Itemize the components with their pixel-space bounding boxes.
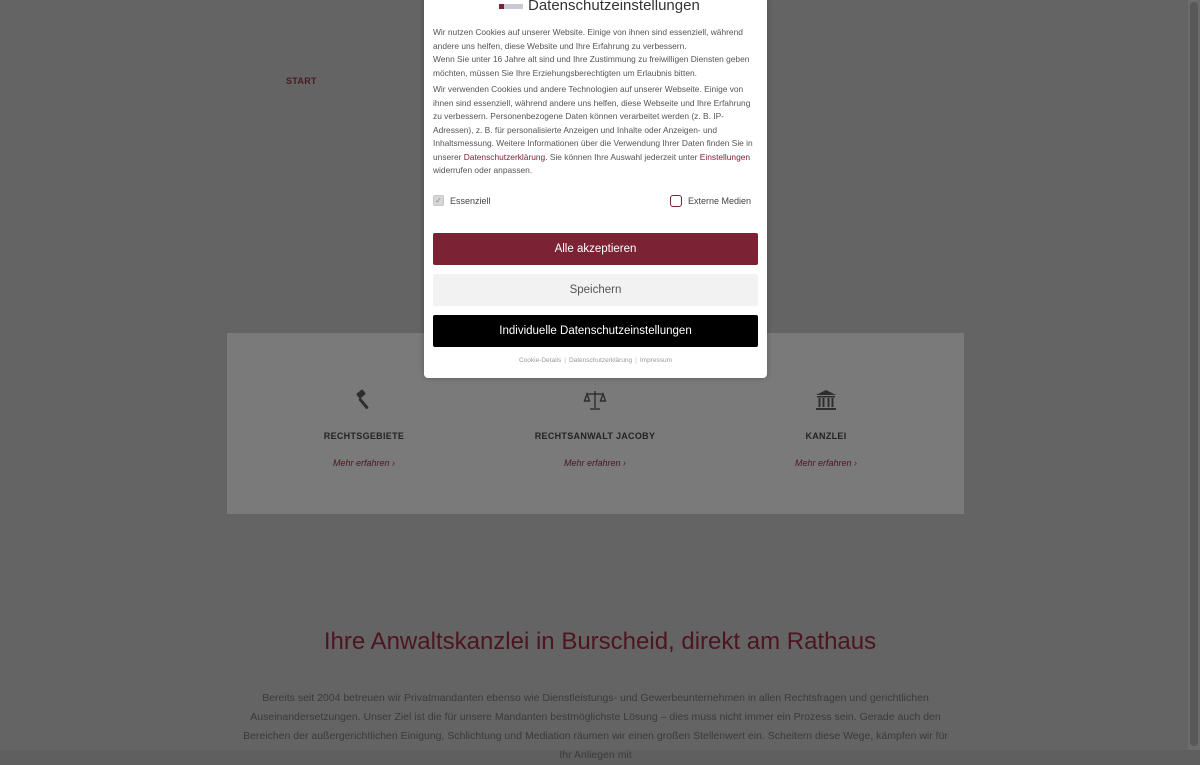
feature-title: RECHTSGEBIETE	[323, 431, 405, 441]
gavel-icon	[352, 388, 376, 412]
consent-text-intro: Wir nutzen Cookies auf unserer Website. Einige von ihnen sind essenziell, während andere uns helfen, diese Website und Ihre Erfahrung zu verbessern.	[433, 27, 743, 51]
feature-title: RECHTSANWALT JACOBY	[534, 431, 656, 441]
cookie-details-link[interactable]: Cookie-Details	[518, 357, 562, 364]
consent-text-details	[433, 83, 759, 178]
privacy-link[interactable]: Datenschutzerklärung	[568, 357, 633, 364]
separator: |	[564, 357, 566, 364]
custom-settings-button[interactable]: Individuelle Datenschutzeinstellungen	[433, 315, 758, 347]
more-link[interactable]: Mehr erfahren ›	[563, 458, 627, 468]
nav-item-start[interactable]: START	[286, 76, 317, 86]
accept-all-button[interactable]: Alle akzeptieren	[433, 233, 758, 265]
scrollbar[interactable]	[1188, 0, 1200, 750]
settings-link[interactable]: Einstellungen	[699, 151, 751, 162]
checkbox-unchecked-icon[interactable]	[670, 195, 682, 207]
checkbox-label: Externe Medien	[688, 196, 752, 206]
more-link[interactable]: Mehr erfahren ›	[794, 458, 858, 468]
details-text-part: Wir verwenden Cookies und andere Technologien auf unserer Webseite. Einige von ihnen sind essenziell, während andere uns helfen, diese Webseite und Ihre Erfahrung zu verbessern. Personenbezogene Daten können verarbeitet werden (z. B. IP-Adressen), z. B. für personalisierte Anzeigen und Inhalte oder Anzeigen- und Inhaltsmessung. Weitere Informationen über die Verwendung Ihrer Daten finden Sie in unserer	[433, 84, 753, 162]
courthouse-icon	[814, 388, 838, 412]
feature-title: KANZLEI	[805, 431, 847, 441]
scales-icon	[583, 388, 607, 412]
checkbox-essential[interactable]	[433, 195, 491, 206]
consent-text-age: Wenn Sie unter 16 Jahre alt sind und Ihre Zustimmung zu freiwilligen Diensten geben möchten, müssen Sie Ihre Erziehungsberechtigten um Erlaubnis bitten.	[433, 54, 750, 78]
save-button[interactable]: Speichern	[433, 274, 758, 306]
checkbox-external-media[interactable]	[670, 195, 751, 207]
details-text-part: . Sie können Ihre Auswahl jederzeit unter	[545, 151, 700, 162]
site-logo	[499, 4, 523, 9]
cookie-consent-dialog	[424, 0, 767, 378]
privacy-policy-link[interactable]: Datenschutzerklärung	[463, 151, 546, 162]
checkbox-label: Essenziell	[450, 195, 491, 206]
dialog-title: Datenschutzeinstellungen	[528, 0, 700, 14]
imprint-link[interactable]: Impressum	[639, 357, 673, 364]
intro-text: Bereits seit 2004 betreuen wir Privatmandanten ebenso wie Dienstleistungs- und Gewerbeunternehmen in allen Rechtsfragen und gerichtlichen Auseinandersetzungen. Unser Ziel ist die für unsere Mandanten bestmöglichste Lösung – dies muss nicht immer ein Prozess sein. Gerade auch den Bereichen der außergerichtlichen Einigung, Schlichtung und Mediation räumen wir einen großen Stellenwert ein. Scheitern diese Wege, kämpfen wir für Ihr Anliegen mit	[243, 692, 948, 761]
checkbox-checked-icon[interactable]: ✓	[433, 195, 444, 206]
dialog-footer-links	[424, 357, 767, 364]
details-text-part: widerrufen oder anpassen.	[433, 165, 533, 175]
scrollbar-thumb[interactable]	[1190, 2, 1198, 746]
separator: |	[635, 357, 637, 364]
page-headline: Ihre Anwaltskanzlei in Burscheid, direkt am Rathaus	[323, 628, 877, 656]
more-link[interactable]: Mehr erfahren ›	[332, 458, 396, 468]
